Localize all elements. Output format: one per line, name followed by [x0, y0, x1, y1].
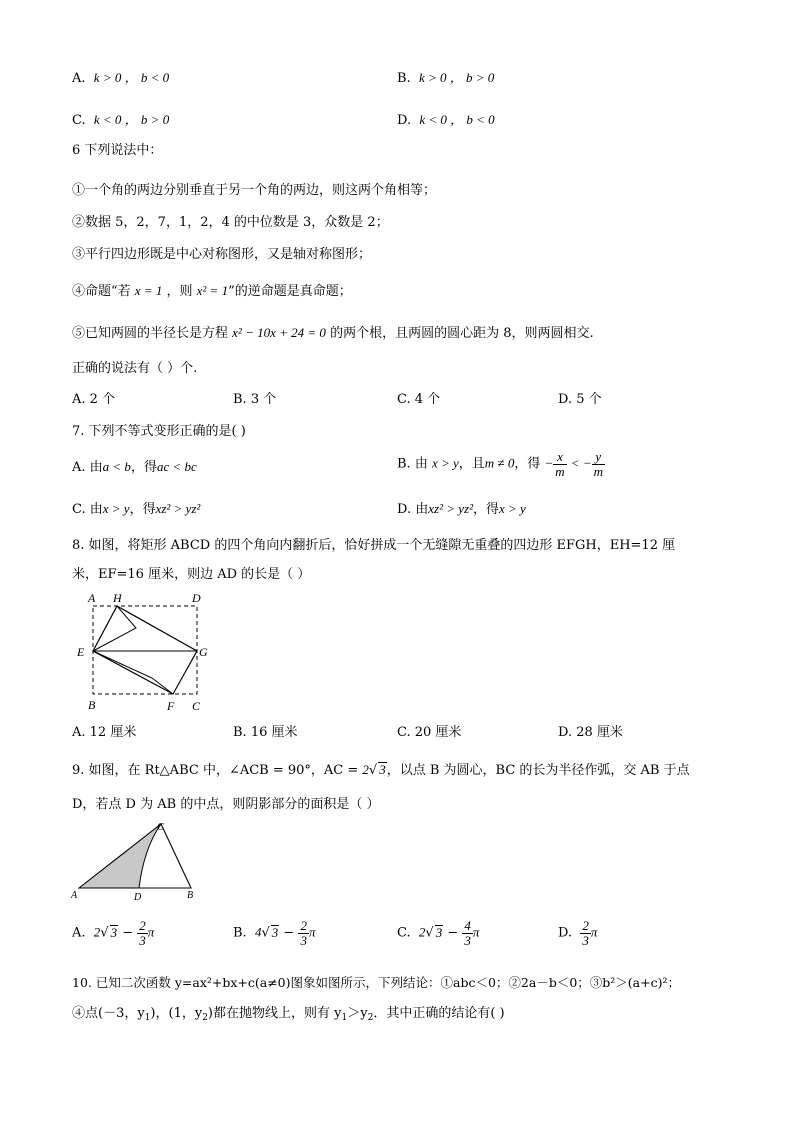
q7-option-a: A. 由a < b，得ac < bc — [72, 459, 197, 475]
label-b: B — [187, 890, 194, 901]
q8-option-d: D. 28 厘米 — [558, 725, 623, 740]
q8-stem-line-2: 米，EF=16 厘米，则边 AD 的长是（ ） — [72, 567, 311, 582]
q8-option-c: C. 20 厘米 — [397, 725, 462, 740]
q6-option-a: A. 2 个 — [72, 392, 116, 407]
q6-statement-2: ②数据 5，2，7，1，2，4 的中位数是 3，众数是 2； — [72, 215, 389, 230]
quadrilateral-efgh — [93, 606, 197, 694]
q9-option-c: C. 2√ 3 − $\frac{4}{3}$ π — [397, 918, 480, 948]
q10-stem-line-2: ④点(－3，$y_1$)，(1，$y_2$)都在抛物线上，则有 $y_1>y_2$．其中正确的结论有( ) — [72, 1006, 505, 1023]
q9-stem-line-1: 9. 如图，在 Rt△ABC 中，∠ACB = 90°，AC = 2√ 3，以点 B 为圆心，BC 的长为半径作弧，交 AB 于点 — [72, 762, 690, 778]
q7-option-c: C. 由x > y，得xz² > yz² — [72, 501, 201, 517]
q5-option-c-math: k < 0 ， b > 0 — [93, 112, 170, 127]
q8-option-b: B. 16 厘米 — [233, 725, 298, 740]
label-e: E — [77, 645, 85, 659]
label-g: G — [199, 645, 208, 659]
fraction: $\frac{4}{3}$ — [464, 918, 471, 948]
q6-option-b: B. 3 个 — [233, 392, 277, 407]
q5-option-d: D. k < 0 ， b < 0 — [397, 112, 495, 128]
q5-option-c: C. k < 0 ， b > 0 — [72, 112, 170, 128]
q9-option-a: A. 2√ 3 − $\frac{2}{3}$ π — [72, 918, 155, 948]
q5-option-b: B. k > 0 ， b > 0 — [397, 70, 495, 86]
q5-option-a: A. k > 0 ， b < 0 — [72, 70, 170, 86]
q9-stem-line-2: D，若点 D 为 AB 的中点，则阴影部分的面积是（ ） — [72, 797, 380, 812]
fraction: $\frac{2}{3}$ — [582, 918, 589, 948]
q6-option-c: C. 4 个 — [397, 392, 441, 407]
label-d: D — [134, 892, 142, 903]
label-h: H — [113, 591, 122, 605]
q6-statement-5: ⑤已知两圆的半径长是方程 x² − 10x + 24 = 0 的两个根，且两圆的圆心距为 8，则两圆相交. — [72, 325, 594, 341]
q10-stem-line-1: 10. 已知二次函数 y=ax²+bx+c(a≠0)图象如图所示，下列结论：①abc＜0；②2a－b＜0；③b²＞(a+c)²； — [72, 975, 680, 990]
fraction: $\frac{2}{3}$ — [139, 918, 146, 948]
q6-statement-4: ④命题“若 x = 1 ，则 x² = 1”的逆命题是真命题； — [72, 283, 352, 299]
q6-stem: 6 下列说法中： — [72, 143, 163, 158]
q9-option-d: D. $\frac{2}{3}$ π — [558, 918, 598, 948]
q7-fraction-y-over-m: $\frac{y}{m}$ — [593, 449, 603, 479]
label-c: C — [157, 822, 164, 833]
q6-statement-3: ③平行四边形既是中心对称图形，又是轴对称图形； — [72, 247, 372, 262]
q7-option-d: D. 由xz² > yz²，得x > y — [397, 501, 526, 517]
label-b: B — [88, 698, 96, 712]
q6-question: 正确的说法有（ ）个. — [72, 361, 198, 376]
fraction: $\frac{2}{3}$ — [300, 918, 307, 948]
label-d: D — [192, 591, 201, 605]
q8-stem-line-1: 8. 如图，将矩形 ABCD 的四个角向内翻折后，恰好拼成一个无缝隙无重叠的四边形 EFGH，EH=12 厘 — [72, 538, 676, 553]
q7-fraction-x-over-m: $\frac{x}{m}$ — [555, 449, 565, 479]
q9-triangle-figure — [70, 818, 206, 904]
label-c: C — [192, 699, 201, 713]
label-a: A — [88, 591, 96, 605]
label-f: F — [167, 699, 175, 713]
q6-option-d: D. 5 个 — [558, 392, 602, 407]
q7-stem: 7. 下列不等式变形正确的是( ) — [72, 424, 246, 439]
q8-option-a: A. 12 厘米 — [72, 725, 137, 740]
q5-option-b-math: k > 0 ， b > 0 — [418, 70, 495, 85]
label-a: A — [71, 890, 78, 901]
q6-statement-1: ①一个角的两边分别垂直于另一个角的两边，则这两个角相等； — [72, 183, 437, 198]
q8-rectangle-figure — [72, 588, 222, 716]
q5-option-a-math: k > 0 ， b < 0 — [93, 70, 170, 85]
q5-option-d-math: k < 0 ， b < 0 — [419, 112, 495, 127]
q9-option-b: B. 4√ 3 − $\frac{2}{3}$ π — [233, 918, 316, 948]
q7-option-b: B. 由 x > y，且m ≠ 0，得 − $\frac{x}{m}$ < − $\frac{y}{m}$ — [397, 449, 603, 479]
rectangle-abcd — [93, 606, 197, 694]
